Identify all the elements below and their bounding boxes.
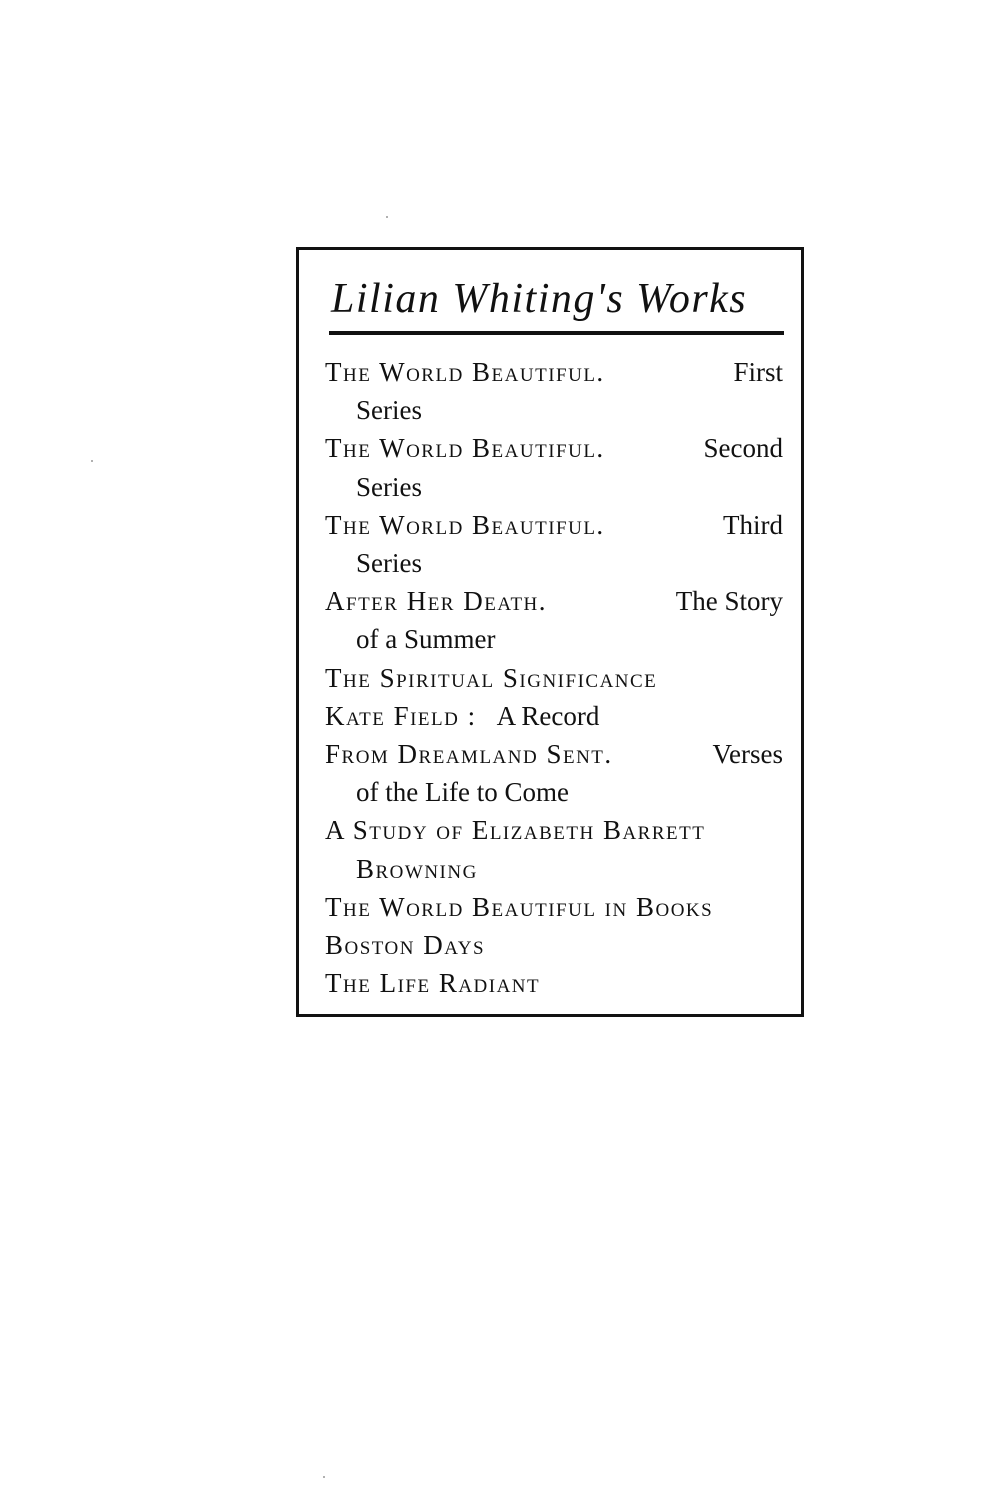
work-entry (325, 659, 783, 697)
work-entry (325, 506, 783, 582)
work-title: The World Beautiful. (325, 509, 605, 540)
work-title: From Dreamland Sent. (325, 739, 613, 770)
page-speck (386, 216, 388, 218)
work-entry (325, 429, 783, 505)
page-speck (91, 460, 93, 462)
work-title-continuation: Browning (356, 853, 478, 884)
work-title-continuation: Series (356, 471, 422, 502)
heading-rule (329, 331, 784, 335)
work-title: After Her Death. (325, 586, 548, 617)
work-title-tail: A Record (496, 700, 600, 731)
work-entry (325, 582, 783, 658)
work-title: The Spiritual Significance (325, 662, 658, 693)
work-title-continuation: Series (356, 548, 422, 579)
works-list (325, 353, 783, 1002)
work-title-continuation: Series (356, 395, 422, 426)
work-entry (325, 811, 783, 887)
work-entry (325, 735, 783, 811)
work-title: The World Beautiful in Books (325, 891, 714, 922)
work-title: The World Beautiful. (325, 433, 605, 464)
work-entry-line (325, 926, 783, 964)
page-speck (323, 1476, 325, 1478)
works-heading: Lilian Whiting's Works (331, 276, 748, 322)
work-entry-line (325, 429, 783, 467)
work-entry-line (325, 582, 783, 620)
work-entry (325, 697, 783, 735)
work-title-tail: Third (723, 509, 783, 540)
work-entry-line (325, 353, 783, 391)
work-title: Boston Days (325, 930, 486, 961)
work-title-tail: First (733, 357, 783, 387)
work-entry (325, 888, 783, 926)
work-entry-line (325, 506, 783, 544)
work-title: A Study of Elizabeth Barrett (325, 815, 706, 846)
work-entry-line (325, 888, 783, 926)
work-title: The World Beautiful. (325, 357, 605, 387)
work-entry-line (325, 811, 783, 849)
work-entry-line (325, 964, 783, 1002)
work-title-continuation: of a Summer (356, 624, 496, 655)
work-title-tail: Second (703, 433, 783, 464)
work-title: Kate Field : (325, 700, 477, 731)
work-entry (325, 964, 783, 1002)
work-title: The Life Radiant (325, 968, 541, 999)
work-entry-line (325, 735, 783, 773)
work-entry (325, 926, 783, 964)
work-title-continuation: of the Life to Come (356, 777, 569, 808)
work-title-tail: Verses (712, 739, 783, 770)
work-title-tail: The Story (675, 586, 783, 617)
work-entry-line (325, 659, 783, 697)
work-entry (325, 353, 783, 429)
work-entry-line (325, 697, 783, 735)
